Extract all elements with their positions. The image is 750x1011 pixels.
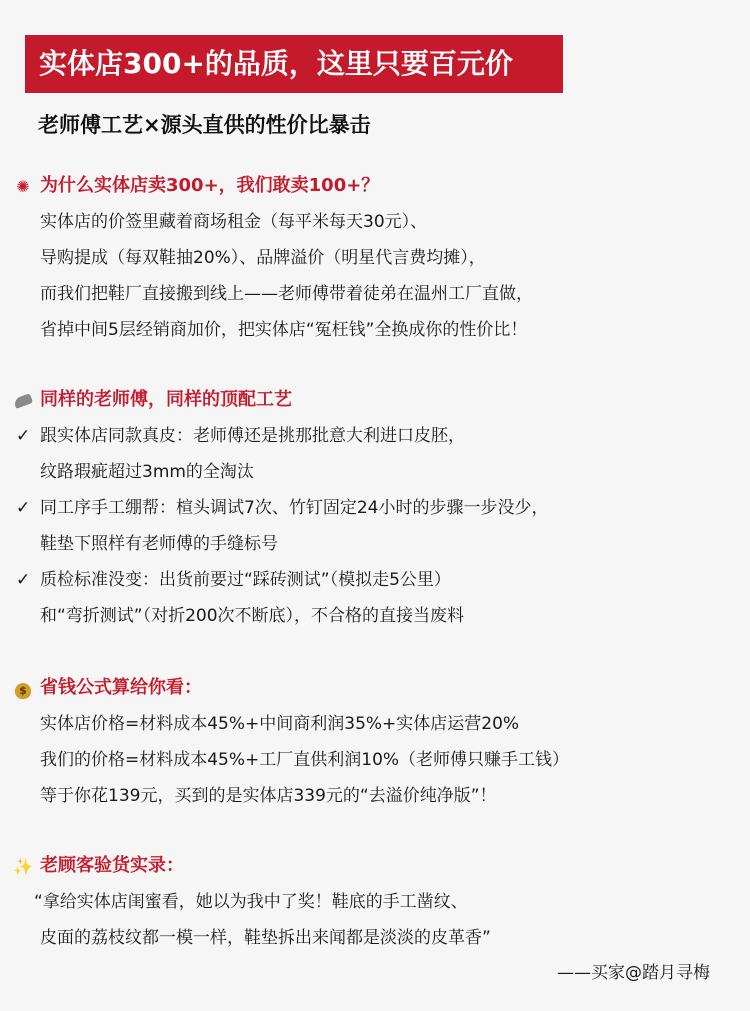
paragraph-line xyxy=(0,598,750,634)
section-heading xyxy=(0,168,750,204)
line-text: 等于你花139元，买到的是实体店339元的“去溢价纯净版”！ xyxy=(40,786,497,806)
line-text: 质检标准没变：出货前要过“踩砖测试”（模拟走5公里） xyxy=(40,570,451,590)
line-text: 皮面的荔枝纹都一模一样，鞋垫拆出来闻都是淡淡的皮革香” xyxy=(40,928,491,948)
line-text: 省掉中间5层经销商加价，把实体店“冤枉钱”全换成你的性价比！ xyxy=(40,320,528,340)
line-text: 和“弯折测试”（对折200次不断底），不合格的直接当废料 xyxy=(40,606,465,626)
banner-title: 实体店300+的品质，这里只要百元价 xyxy=(39,47,513,80)
line-text: 实体店价格=材料成本45%+中间商利润35%+实体店运营20% xyxy=(40,714,520,734)
line-text: 实体店的价签里藏着商场租金（每平米每天30元）、 xyxy=(40,212,428,232)
line-text: 跟实体店同款真皮：老师傅还是挑那批意大利进口皮胚， xyxy=(40,426,465,446)
line-text: 纹路瑕疵超过3mm的全淘汰 xyxy=(40,462,254,482)
paragraph-line xyxy=(0,312,750,348)
quote-line xyxy=(0,884,750,920)
checkmark-icon: ✓ xyxy=(16,570,31,590)
quote-line xyxy=(0,920,750,956)
section-heading xyxy=(0,670,750,706)
section-formula xyxy=(0,670,750,814)
section-why xyxy=(0,168,750,348)
paragraph-line xyxy=(0,526,750,562)
paragraph-line xyxy=(0,240,750,276)
line-text: “拿给实体店闺蜜看，她以为我中了奖！鞋底的手工凿纹、 xyxy=(34,892,468,912)
paragraph-line xyxy=(0,706,750,742)
checklist-line xyxy=(0,562,750,598)
checkmark-icon: ✓ xyxy=(16,498,31,518)
paragraph-line xyxy=(0,742,750,778)
title-banner xyxy=(25,35,563,93)
line-text: 我们的价格=材料成本45%+工厂直供利润10%（老师傅只赚手工钱） xyxy=(40,750,570,770)
line-text: 而我们把鞋厂直接搬到线上——老师傅带着徒弟在温州工厂直做， xyxy=(40,284,533,304)
money-bag-icon: $ xyxy=(12,678,34,700)
buyer-signature: ——买家@踏月寻梅 xyxy=(557,963,710,983)
line-text: 导购提成（每双鞋抽20%）、品牌溢价（明星代言费均摊）， xyxy=(40,248,486,268)
section-craft xyxy=(0,382,750,634)
section-heading xyxy=(0,848,750,884)
section-heading-text: 同样的老师傅，同样的顶配工艺 xyxy=(40,389,292,410)
checkmark-icon: ✓ xyxy=(16,426,31,446)
subtitle: 老师傅工艺×源头直供的性价比暴击 xyxy=(38,113,371,137)
section-heading-text: 老顾客验货实录： xyxy=(40,855,184,876)
section-review xyxy=(0,848,750,956)
paragraph-line xyxy=(0,454,750,490)
line-text: 同工序手工绷帮：楦头调试7次、竹钉固定24小时的步骤一步没少， xyxy=(40,498,549,518)
line-text: 鞋垫下照样有老师傅的手缝标号 xyxy=(40,534,278,554)
section-heading xyxy=(0,382,750,418)
paragraph-line xyxy=(0,276,750,312)
checklist-line xyxy=(0,490,750,526)
paragraph-line xyxy=(0,778,750,814)
collision-icon: ✺ xyxy=(16,177,30,196)
checklist-line xyxy=(0,418,750,454)
shoe-icon xyxy=(12,390,34,412)
section-heading-text: 省钱公式算给你看： xyxy=(40,677,202,698)
paragraph-line xyxy=(0,204,750,240)
section-heading-text: 为什么实体店卖300+，我们敢卖100+？ xyxy=(40,175,380,196)
sparkles-icon: ✨ xyxy=(13,857,33,876)
